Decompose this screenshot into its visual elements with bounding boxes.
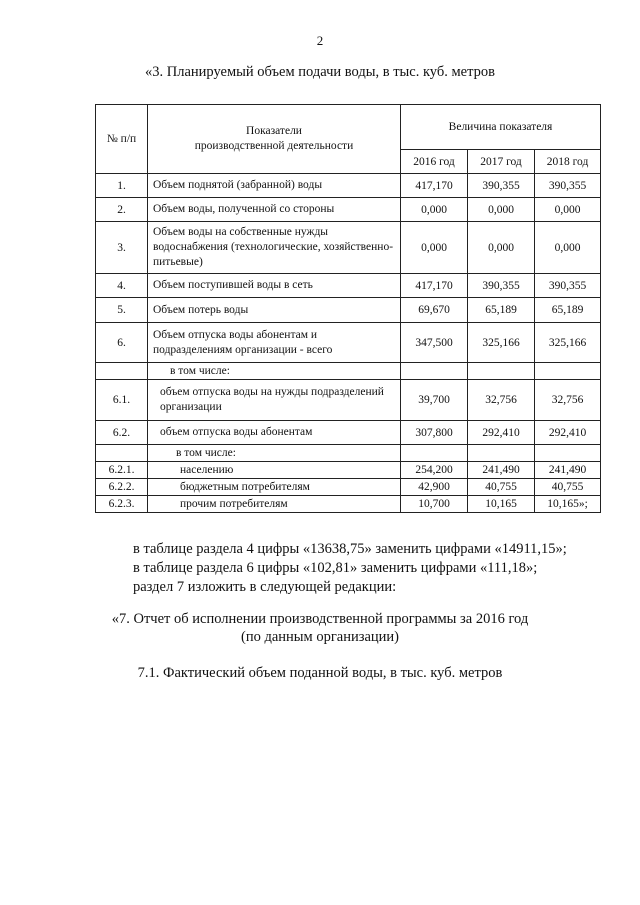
row-name: прочим потребителям (148, 496, 401, 513)
row-num: 1. (96, 174, 148, 198)
row-value: 390,355 (535, 174, 601, 198)
row-value: 39,700 (401, 380, 468, 421)
header-indicator-line2: производственной деятельности (194, 140, 354, 152)
row-value: 0,000 (468, 222, 535, 274)
paragraph-table-6-change: в таблице раздела 6 цифры «102,81» заменить цифрами «111,18»; (133, 560, 538, 576)
row-value (468, 363, 535, 380)
row-value: 347,500 (401, 323, 468, 363)
row-num: 2. (96, 198, 148, 222)
header-indicator (148, 105, 401, 174)
row-value: 69,670 (401, 298, 468, 323)
table-row (96, 298, 601, 323)
row-value: 325,166 (468, 323, 535, 363)
header-value-group: Величина показателя (401, 105, 601, 150)
row-num (96, 363, 148, 380)
table-row (96, 198, 601, 222)
row-name: бюджетным потребителям (148, 479, 401, 496)
page-number: 2 (316, 33, 324, 48)
row-value: 10,165 (468, 496, 535, 513)
row-value: 65,189 (468, 298, 535, 323)
row-num: 6. (96, 323, 148, 363)
row-num: 6.2.3. (96, 496, 148, 513)
planned-water-supply-table (95, 104, 601, 513)
row-value: 10,700 (401, 496, 468, 513)
row-value: 40,755 (535, 479, 601, 496)
table-row (96, 462, 601, 479)
subsection-7-1-title: 7.1. Фактический объем поданной воды, в тыс. куб. метров (137, 665, 503, 681)
row-value: 10,165»; (535, 496, 601, 513)
row-value: 65,189 (535, 298, 601, 323)
row-value: 32,756 (468, 380, 535, 421)
table-header-row (96, 105, 601, 150)
row-value: 390,355 (535, 274, 601, 298)
row-value (535, 445, 601, 462)
row-value (535, 363, 601, 380)
table-row (96, 323, 601, 363)
row-name: объем отпуска воды на нужды подразделений организации (148, 380, 401, 421)
row-num: 6.1. (96, 380, 148, 421)
row-name: Объем поступившей воды в сеть (148, 274, 401, 298)
row-value: 42,900 (401, 479, 468, 496)
row-value (401, 363, 468, 380)
row-value: 0,000 (401, 222, 468, 274)
header-num: № п/п (96, 105, 148, 174)
row-value: 0,000 (468, 198, 535, 222)
table-row (96, 479, 601, 496)
row-value: 254,200 (401, 462, 468, 479)
row-name: в том числе: (148, 445, 401, 462)
row-value: 325,166 (535, 323, 601, 363)
row-name: Объем воды на собственные нужды водоснабжения (технологические, хозяйственно-питьевые) (148, 222, 401, 274)
paragraph-section-7-intro: раздел 7 изложить в следующей редакции: (133, 579, 397, 595)
table-row (96, 496, 601, 513)
row-name: объем отпуска воды абонентам (148, 421, 401, 445)
row-value: 0,000 (535, 222, 601, 274)
header-year-2018: 2018 год (535, 150, 601, 174)
row-num: 5. (96, 298, 148, 323)
table-row (96, 274, 601, 298)
header-year-2016: 2016 год (401, 150, 468, 174)
row-value: 390,355 (468, 274, 535, 298)
section-title: «3. Планируемый объем подачи воды, в тыс. куб. метров (145, 64, 495, 80)
row-value: 307,800 (401, 421, 468, 445)
row-name: в том числе: (148, 363, 401, 380)
row-value: 40,755 (468, 479, 535, 496)
table-row (96, 363, 601, 380)
table-row (96, 421, 601, 445)
row-name: Объем потерь воды (148, 298, 401, 323)
row-name: Объем воды, полученной со стороны (148, 198, 401, 222)
row-name: Объем поднятой (забранной) воды (148, 174, 401, 198)
table-row (96, 445, 601, 462)
row-num: 4. (96, 274, 148, 298)
section7-title-line1: «7. Отчет об исполнении производственной программы за 2016 год (111, 611, 529, 627)
row-value: 292,410 (535, 421, 601, 445)
row-value: 241,490 (468, 462, 535, 479)
row-num: 3. (96, 222, 148, 274)
header-year-2017: 2017 год (468, 150, 535, 174)
row-num: 6.2. (96, 421, 148, 445)
table-row (96, 222, 601, 274)
row-value: 0,000 (401, 198, 468, 222)
row-value (401, 445, 468, 462)
row-num: 6.2.2. (96, 479, 148, 496)
row-num: 6.2.1. (96, 462, 148, 479)
header-indicator-line1: Показатели (246, 125, 302, 137)
row-value: 0,000 (535, 198, 601, 222)
section7-title-line2: (по данным организации) (240, 629, 399, 645)
paragraph-table-4-change: в таблице раздела 4 цифры «13638,75» заменить цифрами «14911,15»; (133, 541, 567, 557)
row-num (96, 445, 148, 462)
row-value: 241,490 (535, 462, 601, 479)
table-row (96, 174, 601, 198)
row-value: 292,410 (468, 421, 535, 445)
table-row (96, 380, 601, 421)
row-value: 417,170 (401, 274, 468, 298)
row-name: Объем отпуска воды абонентам и подразделениям организации - всего (148, 323, 401, 363)
row-value: 417,170 (401, 174, 468, 198)
row-value: 32,756 (535, 380, 601, 421)
row-value: 390,355 (468, 174, 535, 198)
row-name: населению (148, 462, 401, 479)
row-value (468, 445, 535, 462)
